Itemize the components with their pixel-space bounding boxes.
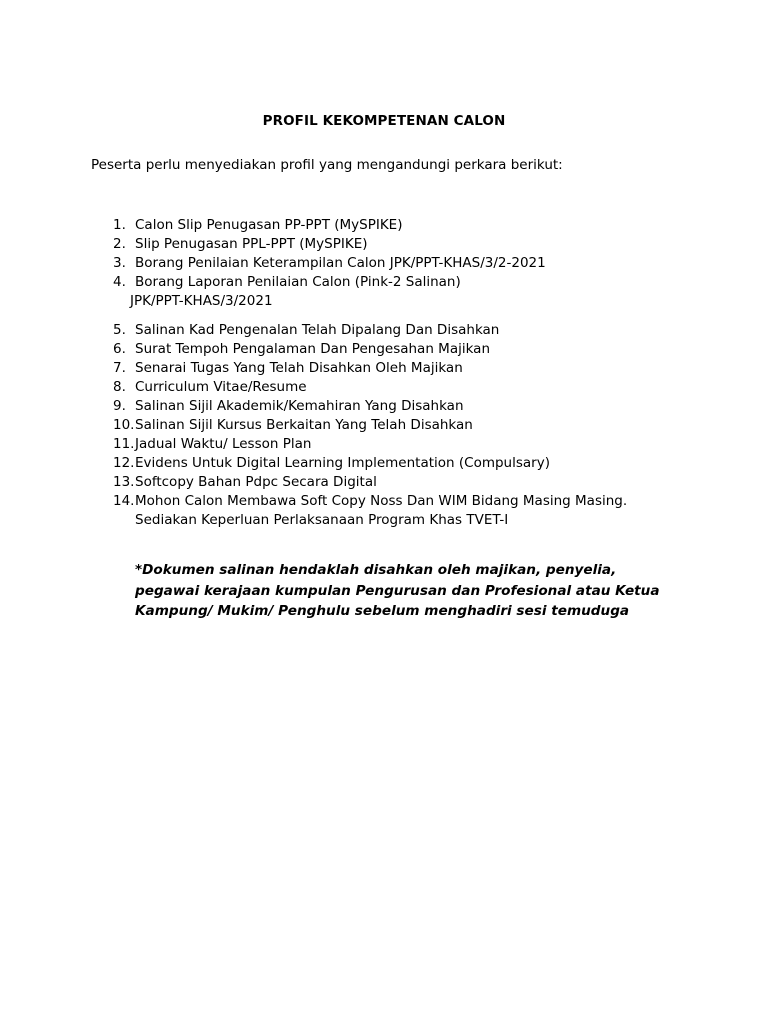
item-continuation: JPK/PPT-KHAS/3/2021 (130, 293, 273, 309)
note-line: pegawai kerajaan kumpulan Pengurusan dan Profesional atau Ketua (135, 582, 660, 599)
item-text: Salinan Sijil Kursus Berkaitan Yang Telah Disahkan (135, 417, 473, 433)
item-text: Borang Laporan Penilaian Calon (Pink-2 Salinan) (135, 274, 461, 290)
item-continuation: Sediakan Keperluan Perlaksanaan Program Khas TVET-I (135, 512, 509, 528)
item-text: Slip Penugasan PPL-PPT (MySPIKE) (135, 236, 368, 252)
item-number: 6. (113, 341, 126, 357)
item-text: Curriculum Vitae/Resume (135, 379, 307, 395)
item-text: Borang Penilaian Keterampilan Calon JPK/PPT-KHAS/3/2-2021 (135, 255, 546, 271)
item-number: 8. (113, 379, 126, 395)
note-line: *Dokumen salinan hendaklah disahkan oleh majikan, penyelia, (135, 562, 617, 578)
item-text: Jadual Waktu/ Lesson Plan (135, 436, 312, 452)
item-number: 9. (113, 398, 126, 414)
item-text: Salinan Sijil Akademik/Kemahiran Yang Disahkan (135, 398, 464, 414)
item-text: Evidens Untuk Digital Learning Implementation (Compulsary) (135, 455, 550, 471)
item-text: Salinan Kad Pengenalan Telah Dipalang Dan Disahkan (135, 322, 500, 338)
intro-text: Peserta perlu menyediakan profil yang mengandungi perkara berikut: (91, 157, 563, 173)
item-number: 2. (113, 236, 126, 252)
list-item (0, 273, 768, 311)
item-number: 3. (113, 255, 126, 271)
document-title: PROFIL KEKOMPETENAN CALON (262, 113, 506, 129)
item-number: 14. (113, 493, 135, 509)
item-text: Calon Slip Penugasan PP-PPT (MySPIKE) (135, 217, 403, 233)
item-number: 4. (113, 274, 126, 290)
note-line: Kampung/ Mukim/ Penghulu sebelum menghadiri sesi temuduga (135, 603, 630, 619)
list-item (0, 492, 768, 530)
item-number: 13. (113, 474, 135, 490)
item-number: 1. (113, 217, 126, 233)
item-text: Senarai Tugas Yang Telah Disahkan Oleh Majikan (135, 360, 463, 376)
item-number: 12. (113, 455, 135, 471)
item-number: 11. (113, 436, 135, 452)
item-number: 5. (113, 322, 126, 338)
authentication-note (135, 560, 695, 622)
item-number: 7. (113, 360, 126, 376)
item-number: 10. (113, 417, 135, 433)
item-text: Softcopy Bahan Pdpc Secara Digital (135, 474, 377, 490)
item-text: Mohon Calon Membawa Soft Copy Noss Dan WIM Bidang Masing Masing. (135, 493, 628, 509)
item-text: Surat Tempoh Pengalaman Dan Pengesahan Majikan (135, 341, 491, 357)
